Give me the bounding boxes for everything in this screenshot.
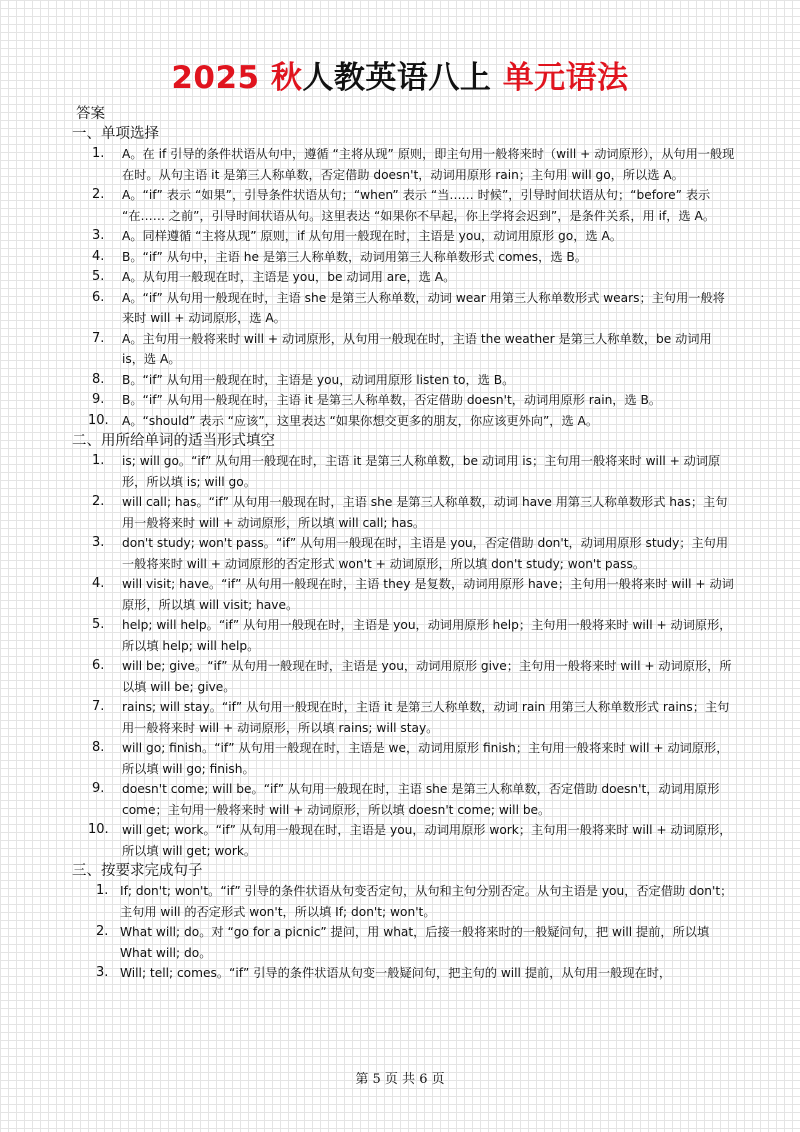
answer-item [72, 451, 736, 492]
item-number: 8. [92, 740, 105, 755]
item-number: 4. [92, 576, 105, 591]
item-text: A。在 if 引导的条件状语从句中，遵循 “主将从现” 原则，即主句用一般将来时（will + 动词原形），从句用一般现在时。从句主语 it 是第三人称单数，否定借助 doesn't，动词用原形 rain；主句用 will go，所以选 A。 [122, 147, 735, 182]
answer-list [72, 881, 736, 984]
answer-item [72, 574, 736, 615]
item-text: A。“should” 表示 “应该”，这里表达 “如果你想交更多的朋友，你应该更外向”，选 A。 [122, 413, 599, 428]
title-part-topic: 单元语法 [502, 60, 629, 96]
item-number: 9. [92, 392, 105, 407]
item-text: will call; has。“if” 从句用一般现在时，主语 she 是第三人称单数，动词 have 用第三人称单数形式 has；主句用一般将来时 will + 动词原形，所以填 will call; has。 [122, 495, 728, 530]
item-text: A。同样遵循 “主将从现” 原则，if 从句用一般现在时，主语是 you，动词用原形 go，选 A。 [122, 229, 622, 243]
item-text: B。“if” 从句用一般现在时，主语是 you，动词用原形 listen to，选 B。 [122, 372, 515, 387]
answer-item [72, 288, 736, 329]
item-number: 1. [96, 883, 109, 898]
answer-item [72, 615, 736, 656]
item-text: don't study; won't pass。“if” 从句用一般现在时，主语是 you，否定借助 don't，动词用原形 study；主句用一般将来时 will + 动词原形的否定形式 won't + 动词原形，所以填 don't study; won't pass。 [122, 536, 729, 571]
answer-item [72, 881, 736, 922]
answer-item [72, 144, 736, 185]
item-text: A。主句用一般将来时 will + 动词原形，从句用一般现在时，主语 the weather 是第三人称单数，be 动词用 is，选 A。 [122, 331, 712, 366]
page-footer: 第 5 页 共 6 页 [355, 1072, 445, 1087]
answer-label: 答案 [76, 106, 105, 122]
answer-item [72, 922, 736, 963]
item-number: 3. [92, 535, 105, 550]
answer-item [72, 370, 736, 391]
item-number: 5. [92, 617, 105, 632]
item-text: B。“if” 从句用一般现在时，主语 it 是第三人称单数，否定借助 doesn't，动词用原形 rain，选 B。 [122, 393, 662, 407]
item-text: rains; will stay。“if” 从句用一般现在时，主语 it 是第三人称单数，动词 rain 用第三人称单数形式 rains；主句用一般将来时 will + 动词原形，所以填 rains; will stay。 [122, 700, 730, 735]
answer-item [72, 411, 736, 432]
section-heading: 三、按要求完成句子 [72, 863, 203, 879]
item-number: 7. [92, 699, 105, 714]
answer-item [72, 492, 736, 533]
item-text: will get; work。“if” 从句用一般现在时，主语是 you，动词用原形 work；主句用一般将来时 will + 动词原形，所以填 will get; work。 [122, 823, 732, 858]
item-text: will go; finish。“if” 从句用一般现在时，主语是 we，动词用原形 finish；主句用一般将来时 will + 动词原形，所以填 will go; finish。 [122, 741, 729, 776]
answer-item [72, 656, 736, 697]
section-complete-sentences [72, 861, 736, 984]
section-fill-blanks [72, 431, 736, 861]
item-text: A。“if” 表示 “如果”，引导条件状语从句；“when” 表示 “当…… 时候”，引导时间状语从句；“before” 表示 “在…… 之前”，引导时间状语从句。这里表达 “如果你不早起，你上学将会迟到”，是条件关系，用 if，选 A。 [122, 188, 716, 223]
item-number: 6. [92, 289, 105, 305]
item-text: help; will help。“if” 从句用一般现在时，主语是 you，动词用原形 help；主句用一般将来时 will + 动词原形，所以填 help; will help。 [122, 618, 732, 653]
item-text: doesn't come; will be。“if” 从句用一般现在时，主语 she 是第三人称单数，否定借助 doesn't，动词用原形 come；主句用一般将来时 will + 动词原形，所以填 doesn't come; will be。 [122, 782, 720, 817]
item-number: 7. [92, 330, 105, 346]
answer-item [72, 329, 736, 370]
item-number: 5. [92, 269, 105, 284]
title-part-year: 2025 秋 [171, 60, 303, 96]
answer-item [72, 185, 736, 226]
item-text: If; don't; won't。“if” 引导的条件状语从句变否定句，从句和主句分别否定。从句主语是 you，否定借助 don't；主句用 will 的否定形式 won't，所以填 If; don't; won't。 [120, 884, 733, 919]
section-heading: 一、单项选择 [72, 126, 159, 142]
answer-list [72, 144, 736, 431]
item-number: 1. [92, 453, 105, 468]
answer-item [72, 390, 736, 411]
item-text: will visit; have。“if” 从句用一般现在时，主语 they 是复数，动词用原形 have；主句用一般将来时 will + 动词原形，所以填 will visit; have。 [122, 577, 734, 612]
item-number: 2. [92, 494, 105, 509]
answer-list [72, 451, 736, 861]
item-number: 10. [88, 822, 109, 837]
item-number: 2. [92, 187, 105, 202]
answer-item [72, 533, 736, 574]
item-text: will be; give。“if” 从句用一般现在时，主语是 you，动词用原形 give；主句用一般将来时 will + 动词原形，所以填 will be; give。 [122, 659, 732, 694]
item-number: 8. [92, 371, 105, 387]
answer-item [72, 226, 736, 247]
item-number: 9. [92, 781, 105, 796]
item-number: 3. [96, 965, 109, 980]
section-heading: 二、用所给单词的适当形式填空 [72, 433, 275, 449]
title-part-course: 人教英语八上 [302, 60, 503, 96]
page-title [0, 58, 800, 98]
answer-item [72, 738, 736, 779]
answer-item [72, 697, 736, 738]
section-single-choice [72, 124, 736, 431]
item-number: 10. [88, 412, 109, 428]
item-number: 3. [92, 228, 105, 243]
item-text: Will; tell; comes。“if” 引导的条件状语从句变一般疑问句，把主句的 will 提前，从句用一般现在时， [120, 966, 672, 980]
answer-item [72, 247, 736, 268]
item-text: is; will go。“if” 从句用一般现在时，主语 it 是第三人称单数，be 动词用 is；主句用一般将来时 will + 动词原形，所以填 is; will go。 [122, 454, 721, 489]
answer-item [72, 267, 736, 288]
item-text: A。“if” 从句用一般现在时，主语 she 是第三人称单数，动词 wear 用第三人称单数形式 wears；主句用一般将来时 will + 动词原形，选 A。 [122, 290, 725, 325]
answer-item [72, 820, 736, 861]
item-text: B。“if” 从句中，主语 he 是第三人称单数，动词用第三人称单数形式 comes，选 B。 [122, 249, 587, 264]
item-number: 4. [92, 248, 105, 264]
answer-content [72, 104, 736, 984]
item-number: 6. [92, 658, 105, 673]
answer-item [72, 779, 736, 820]
item-text: A。从句用一般现在时，主语是 you，be 动词用 are，选 A。 [122, 270, 456, 284]
answer-item [72, 963, 736, 984]
item-text: What will; do。对 “go for a picnic” 提问，用 what，后接一般将来时的一般疑问句，把 will 提前，所以填 What will; do。 [120, 925, 710, 960]
item-number: 2. [96, 924, 109, 939]
item-number: 1. [92, 146, 105, 161]
